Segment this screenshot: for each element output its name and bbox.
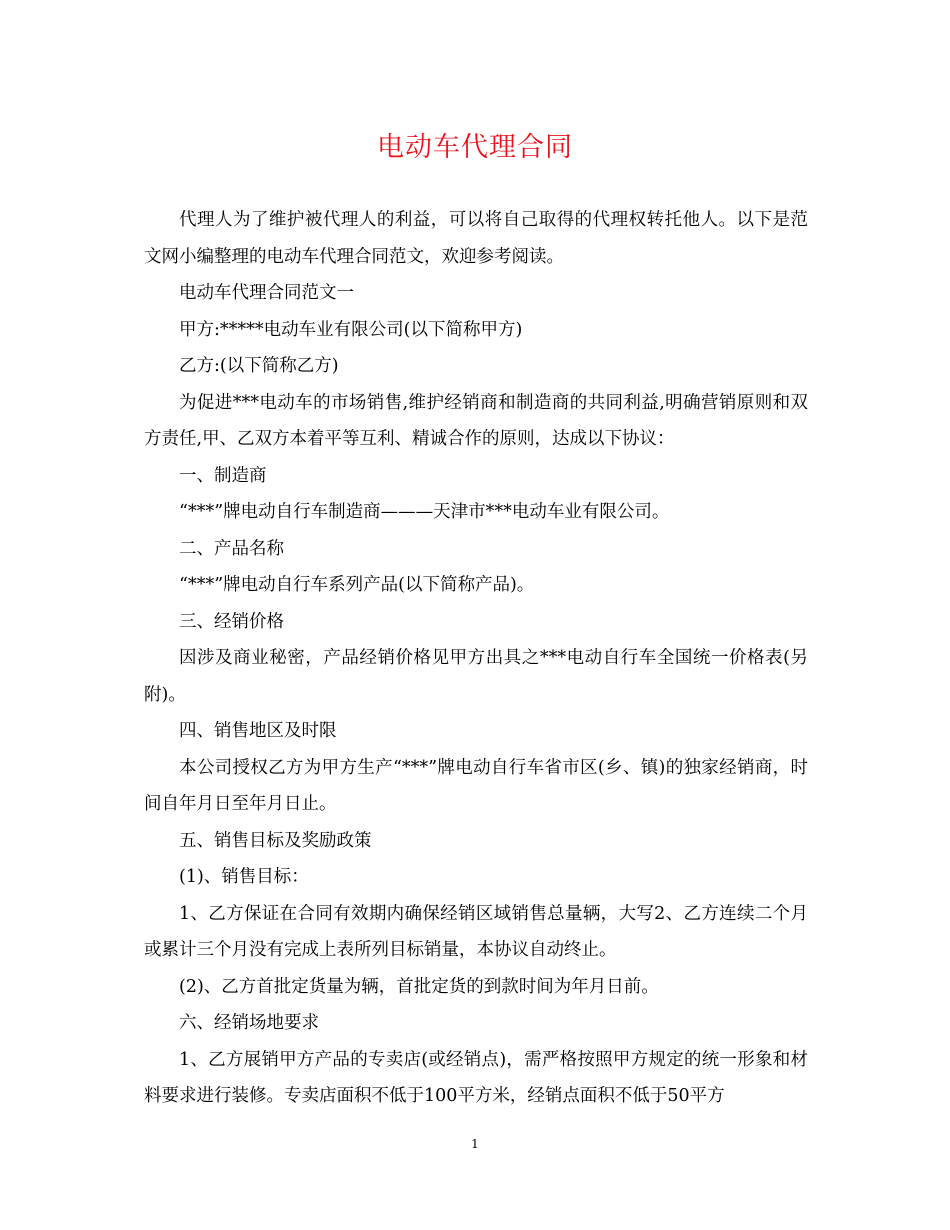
document-body — [144, 202, 808, 1115]
section-heading-sales-targets: 五、销售目标及奖励政策 — [179, 830, 372, 851]
section-heading-venue: 六、经销场地要求 — [179, 1013, 319, 1033]
intro-paragraph: 代理人为了维护被代理人的利益，可以将自己取得的代理权转托他人。以下是范文网小编整理的电动车代理合同范文，欢迎参考阅读。 — [144, 210, 808, 267]
document-title: 电动车代理合同 — [377, 132, 573, 163]
sales-target-subheading: (1)、销售目标： — [179, 867, 309, 887]
venue-text: 1、乙方展销甲方产品的专卖店(或经销点)，需严格按照甲方规定的统一形象和材料要求进行装修。专卖店面积不低于100平方米，经销点面积不低于50平方 — [144, 1049, 808, 1106]
section-heading-product-name: 二、产品名称 — [179, 538, 284, 559]
price-text: 因涉及商业秘密，产品经销价格见甲方出具之***电动自行车全国统一价格表(另附)。 — [144, 648, 808, 705]
section-heading-region: 四、销售地区及时限 — [179, 721, 337, 741]
party-a-line: 甲方:*****电动车业有限公司(以下简称甲方) — [179, 319, 523, 340]
sample-heading: 电动车代理合同范文一 — [179, 283, 354, 303]
first-order-text: (2)、乙方首批定货量为辆，首批定货的到款时间为年月日前。 — [179, 976, 659, 997]
manufacturer-text: “***”牌电动自行车制造商———天津市***电动车业有限公司。 — [179, 502, 670, 522]
section-heading-manufacturer: 一、制造商 — [179, 465, 267, 486]
agreement-preamble: 为促进***电动车的市场销售,维护经销商和制造商的共同利益,明确营销原则和双方责任,甲、乙双方本着平等互利、精诚合作的原则，达成以下协议： — [144, 392, 808, 449]
product-name-text: “***”牌电动自行车系列产品(以下简称产品)。 — [179, 575, 535, 595]
region-text: 本公司授权乙方为甲方生产“***”牌电动自行车省市区(乡、镇)的独家经销商，时间自年月日至年月日止。 — [144, 757, 808, 814]
party-b-line: 乙方:(以下简称乙方) — [179, 356, 339, 376]
sales-target-text: 1、乙方保证在合同有效期内确保经销区域销售总量辆，大写2、乙方连续二个月或累计三个月没有完成上表所列目标销量，本协议自动终止。 — [144, 903, 808, 960]
page-number: 1 — [471, 1137, 479, 1151]
section-heading-price: 三、经销价格 — [179, 611, 284, 632]
